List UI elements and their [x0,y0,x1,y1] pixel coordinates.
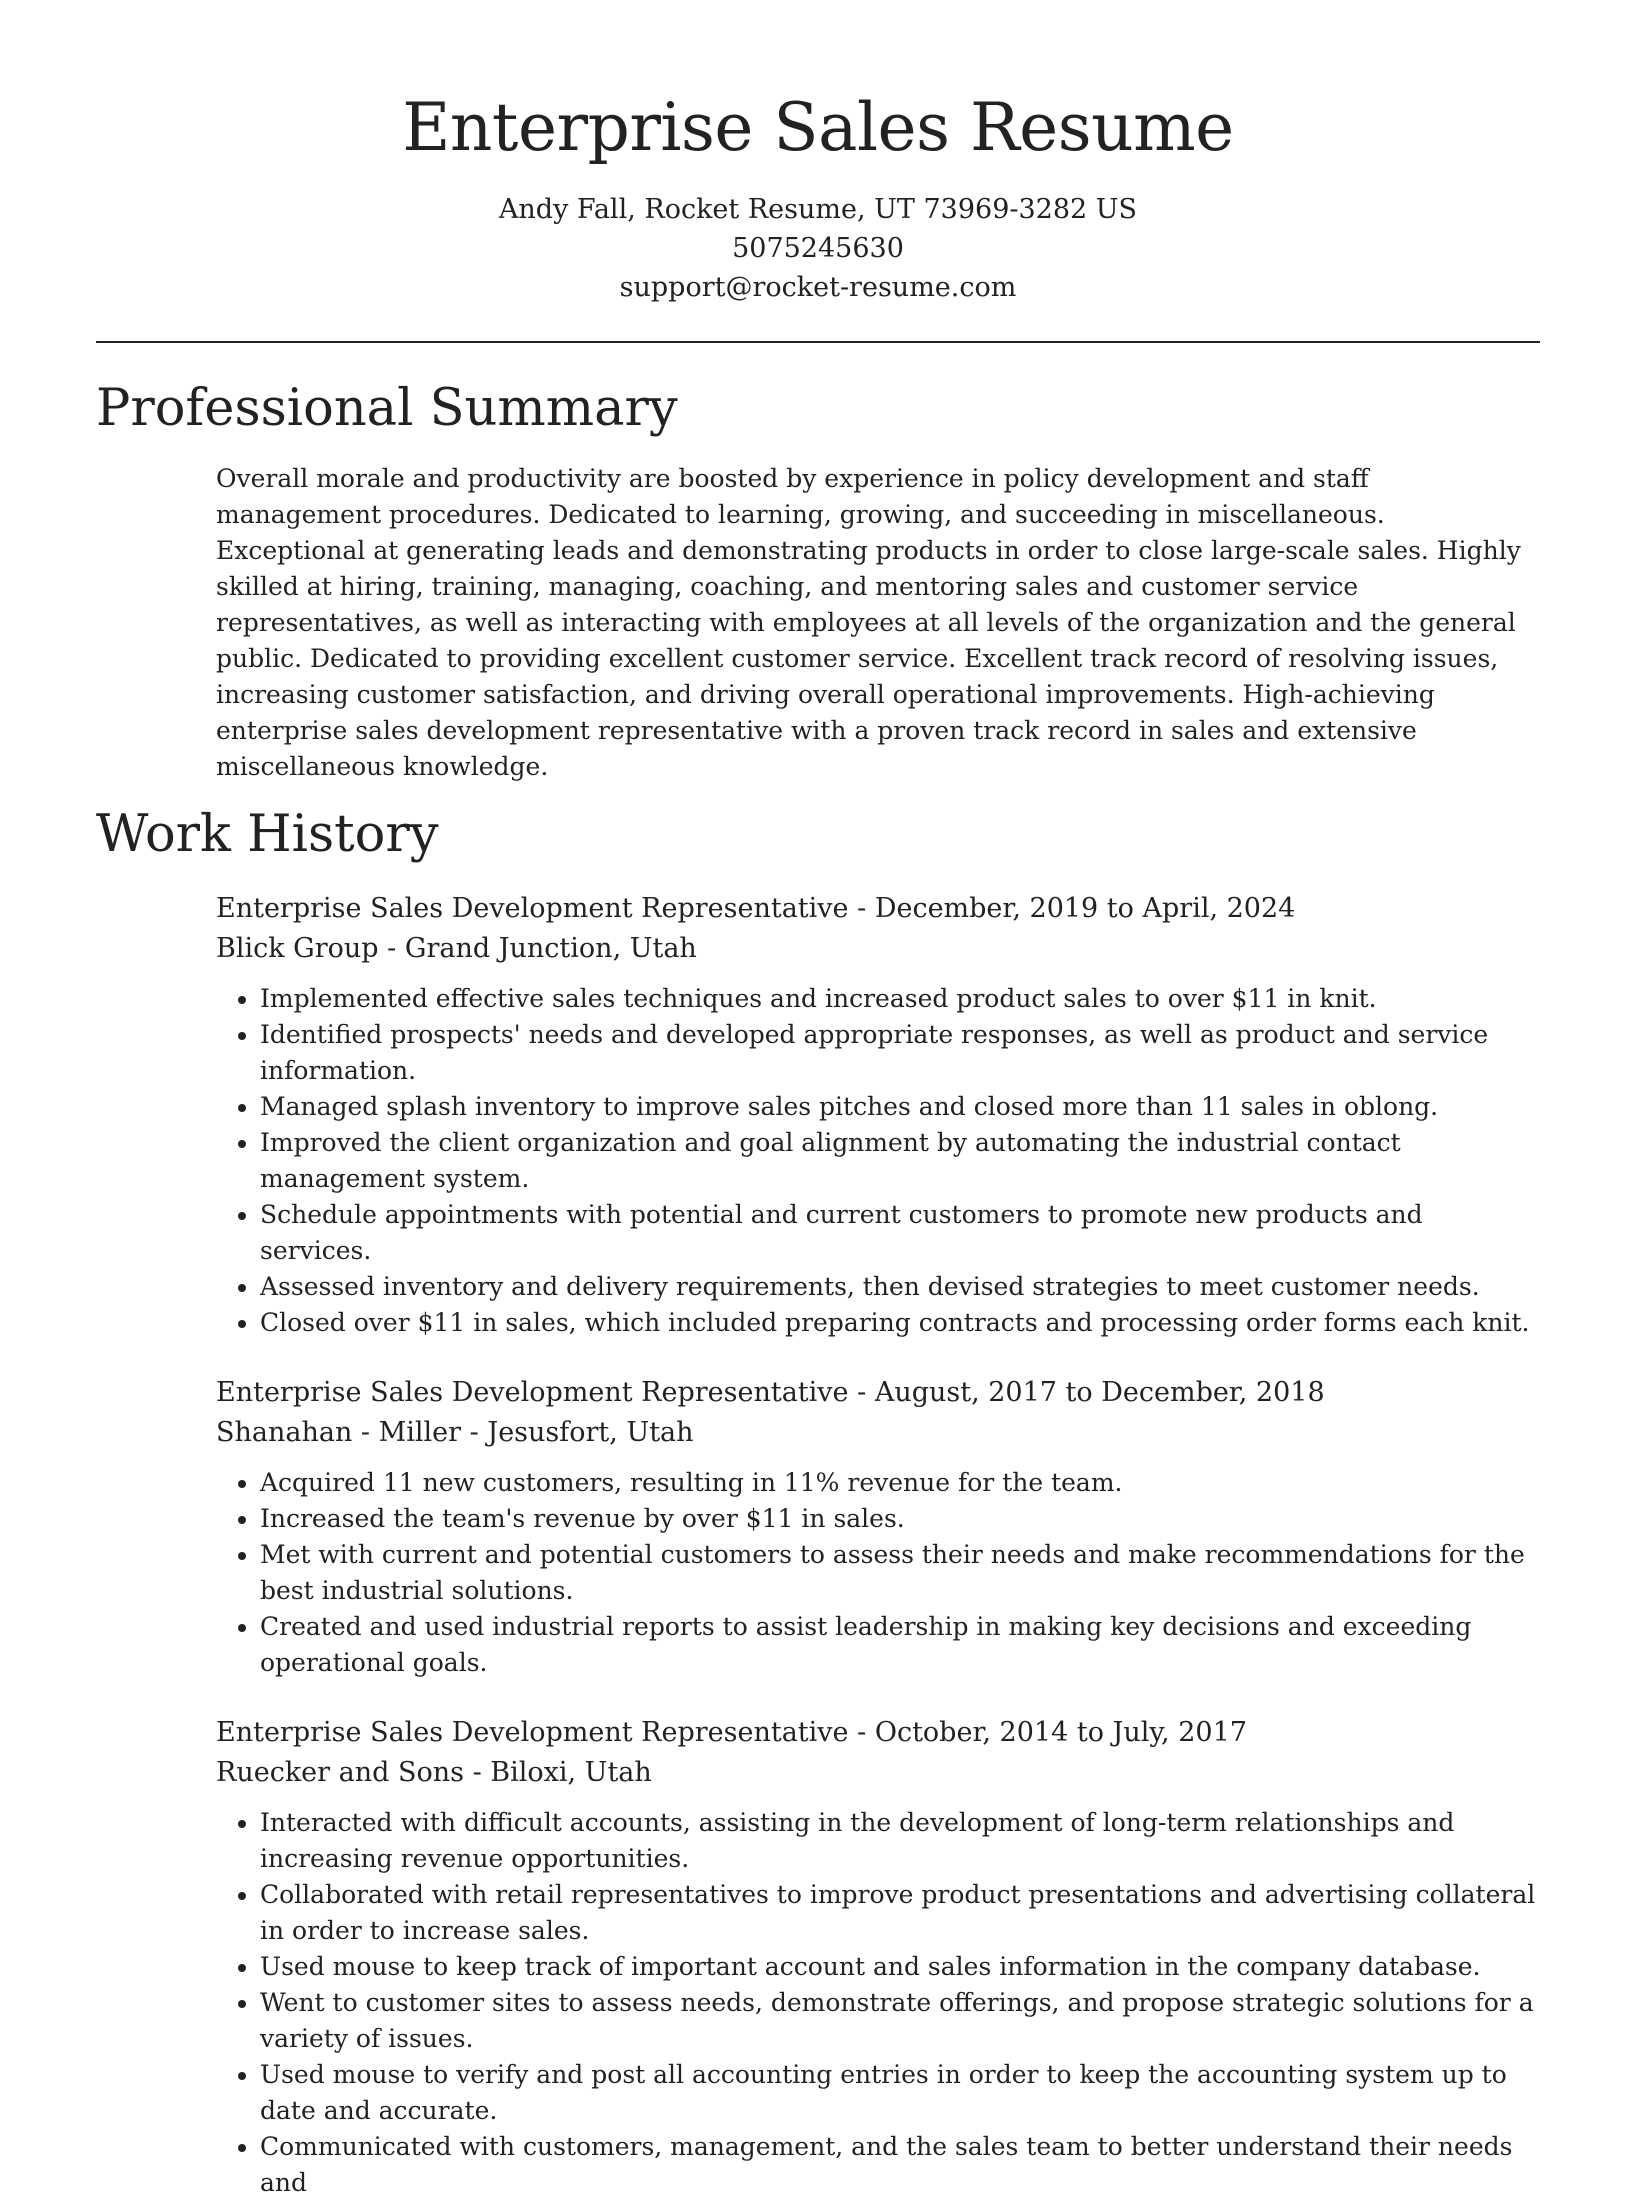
job-bullet: • Used mouse to keep track of important account and sales information in the company database. [260,1949,1540,1985]
summary-text: Overall morale and productivity are boosted by experience in policy development and staff management procedures. Dedicated to learning, growing, and succeeding in miscellaneous. Exceptional at generating leads and demonstrating products in order to close large-scale sales. Highly skilled at hiring, training, managing, coaching, and mentoring sales and customer service representatives, as well as interacting with employees at all levels of the organization and the general public. Dedicated to providing excellent customer service. Excellent track record of resolving issues, increasing customer satisfaction, and driving overall operational improvements. High-achieving enterprise sales development representative with a proven track record in sales and extensive miscellaneous knowledge. [216,464,1521,781]
job-company: Ruecker and Sons [216,1757,464,1788]
job-bullets [216,1805,1540,2201]
job-location: - Biloxi, Utah [464,1757,652,1788]
job-entry [216,1713,1540,2201]
resume-title: Enterprise Sales Resume [402,89,1234,166]
job-company: Blick Group [216,933,379,964]
job-bullet: • Improved the client organization and goal alignment by automating the industrial contact management system. [260,1125,1540,1197]
header-divider [96,341,1540,343]
job-bullet: • Closed over $11 in sales, which included preparing contracts and processing order forms each knit. [260,1305,1540,1341]
summary-section [216,461,1540,785]
job-bullet: • Increased the team's revenue by over $11 in sales. [260,1501,1540,1537]
resume-page [96,0,1540,2201]
contact-address: Andy Fall, Rocket Resume, UT 73969-3282 US [498,194,1138,225]
job-bullet: • Met with current and potential customers to assess their needs and make recommendations for the best industrial solutions. [260,1537,1540,1609]
job-entry [216,1373,1540,1681]
contact-email: support@rocket-resume.com [619,272,1017,303]
job-bullet: • Created and used industrial reports to assist leadership in making key decisions and exceeding operational goals. [260,1609,1540,1681]
job-bullet: • Collaborated with retail representatives to improve product presentations and advertising collateral in order to increase sales. [260,1877,1540,1949]
job-dates: - December, 2019 to April, 2024 [848,893,1296,924]
job-bullet: • Acquired 11 new customers, resulting in 11% revenue for the team. [260,1465,1540,1501]
job-bullets [216,981,1540,1341]
summary-heading: Professional Summary [96,379,678,438]
job-bullet: • Communicated with customers, management, and the sales team to better understand their needs and [260,2129,1540,2201]
job-bullet: • Went to customer sites to assess needs, demonstrate offerings, and propose strategic solutions for a variety of issues. [260,1985,1540,2057]
work-history-heading: Work History [96,805,439,864]
job-bullets [216,1465,1540,1681]
job-entry [216,889,1540,1341]
job-title-line [216,889,1540,929]
job-dates: - October, 2014 to July, 2017 [848,1717,1247,1748]
job-title-line [216,1373,1540,1413]
job-location: - Grand Junction, Utah [378,933,697,964]
job-title: Enterprise Sales Development Representative [216,1377,849,1408]
work-history-section [216,889,1540,2201]
job-company: Shanahan - Miller [216,1417,462,1448]
job-bullet: • Implemented effective sales techniques and increased product sales to over $11 in knit. [260,981,1540,1017]
job-location: - Jesusfort, Utah [461,1417,694,1448]
job-bullet: • Managed splash inventory to improve sales pitches and closed more than 11 sales in oblong. [260,1089,1540,1125]
job-bullet: • Interacted with difficult accounts, assisting in the development of long-term relationships and increasing revenue opportunities. [260,1805,1540,1877]
job-bullet: • Identified prospects' needs and developed appropriate responses, as well as product and service information. [260,1017,1540,1089]
job-bullet: • Schedule appointments with potential and current customers to promote new products and services. [260,1197,1540,1269]
job-company-line [216,1753,1540,1793]
job-company-line [216,1413,1540,1453]
job-title-line [216,1713,1540,1753]
contact-block [96,190,1540,307]
job-dates: - August, 2017 to December, 2018 [848,1377,1325,1408]
contact-phone: 5075245630 [732,233,904,264]
job-title: Enterprise Sales Development Representative [216,1717,849,1748]
job-bullet: • Used mouse to verify and post all accounting entries in order to keep the accounting system up to date and accurate. [260,2057,1540,2129]
job-title: Enterprise Sales Development Representative [216,893,849,924]
job-company-line [216,929,1540,969]
job-bullet: • Assessed inventory and delivery requirements, then devised strategies to meet customer needs. [260,1269,1540,1305]
